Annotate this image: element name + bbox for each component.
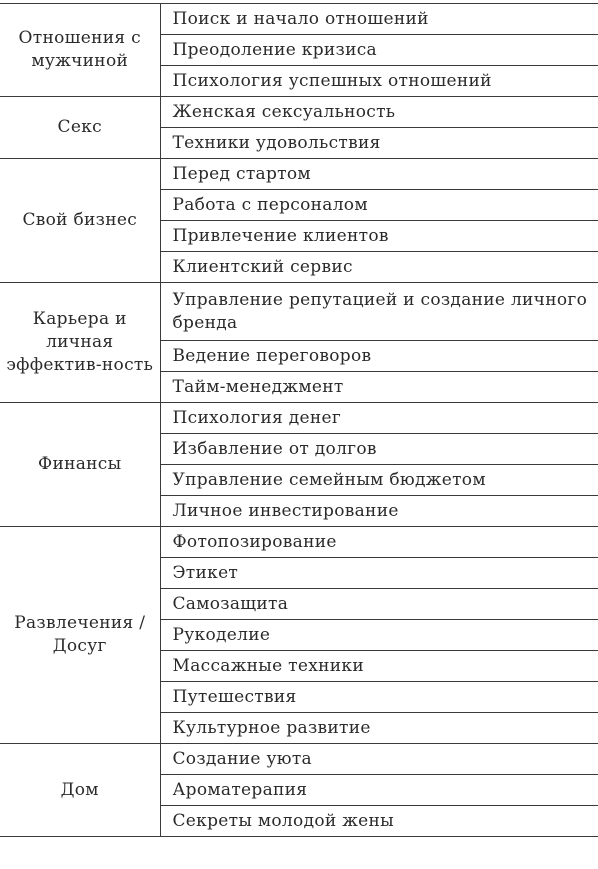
topic-cell: Перед стартом	[160, 159, 598, 190]
topic-cell: Женская сексуальность	[160, 97, 598, 128]
topic-cell: Культурное развитие	[160, 713, 598, 744]
topic-cell: Поиск и начало отношений	[160, 4, 598, 35]
topic-cell: Создание уюта	[160, 744, 598, 775]
topic-cell: Работа с персоналом	[160, 190, 598, 221]
table-row	[0, 527, 598, 558]
category-cell	[0, 283, 160, 403]
topic-cell: Ведение переговоров	[160, 341, 598, 372]
table-row	[0, 4, 598, 35]
category-label: Развлечения / Досуг	[14, 613, 146, 656]
topic-cell: Самозащита	[160, 589, 598, 620]
category-label: Свой бизнес	[22, 210, 138, 230]
topic-cell: Управление семейным бюджетом	[160, 465, 598, 496]
topic-cell: Рукоделие	[160, 620, 598, 651]
topics-table	[0, 3, 598, 837]
category-label: Дом	[60, 779, 99, 800]
topic-cell: Секреты молодой жены	[160, 806, 598, 837]
category-cell	[0, 744, 160, 837]
category-label: Секс	[57, 117, 102, 137]
category-label: Карьера и личная эффектив-ность	[6, 309, 154, 375]
topic-cell: Привлечение клиентов	[160, 221, 598, 252]
topic-cell: Избавление от долгов	[160, 434, 598, 465]
topic-cell: Психология успешных отношений	[160, 66, 598, 97]
table-row	[0, 159, 598, 190]
topic-cell: Управление репутацией и создание личного бренда	[160, 283, 598, 341]
category-label: Финансы	[38, 454, 122, 474]
category-label: Отношения с мужчиной	[18, 28, 141, 71]
topic-cell: Личное инвестирование	[160, 496, 598, 527]
topic-cell: Техники удовольствия	[160, 128, 598, 159]
category-cell	[0, 159, 160, 283]
topic-cell: Тайм-менеджмент	[160, 372, 598, 403]
topic-cell: Клиентский сервис	[160, 252, 598, 283]
topic-cell: Психология денег	[160, 403, 598, 434]
category-cell	[0, 97, 160, 159]
topic-cell: Массажные техники	[160, 651, 598, 682]
table-row	[0, 283, 598, 341]
category-cell	[0, 527, 160, 744]
category-cell	[0, 403, 160, 527]
topic-cell: Этикет	[160, 558, 598, 589]
topic-cell: Фотопозирование	[160, 527, 598, 558]
topic-cell: Преодоление кризиса	[160, 35, 598, 66]
table-row	[0, 97, 598, 128]
category-cell	[0, 4, 160, 97]
table-row	[0, 744, 598, 775]
topic-cell: Путешествия	[160, 682, 598, 713]
table-row	[0, 403, 598, 434]
topic-cell: Ароматерапия	[160, 775, 598, 806]
topics-table-body	[0, 4, 598, 837]
